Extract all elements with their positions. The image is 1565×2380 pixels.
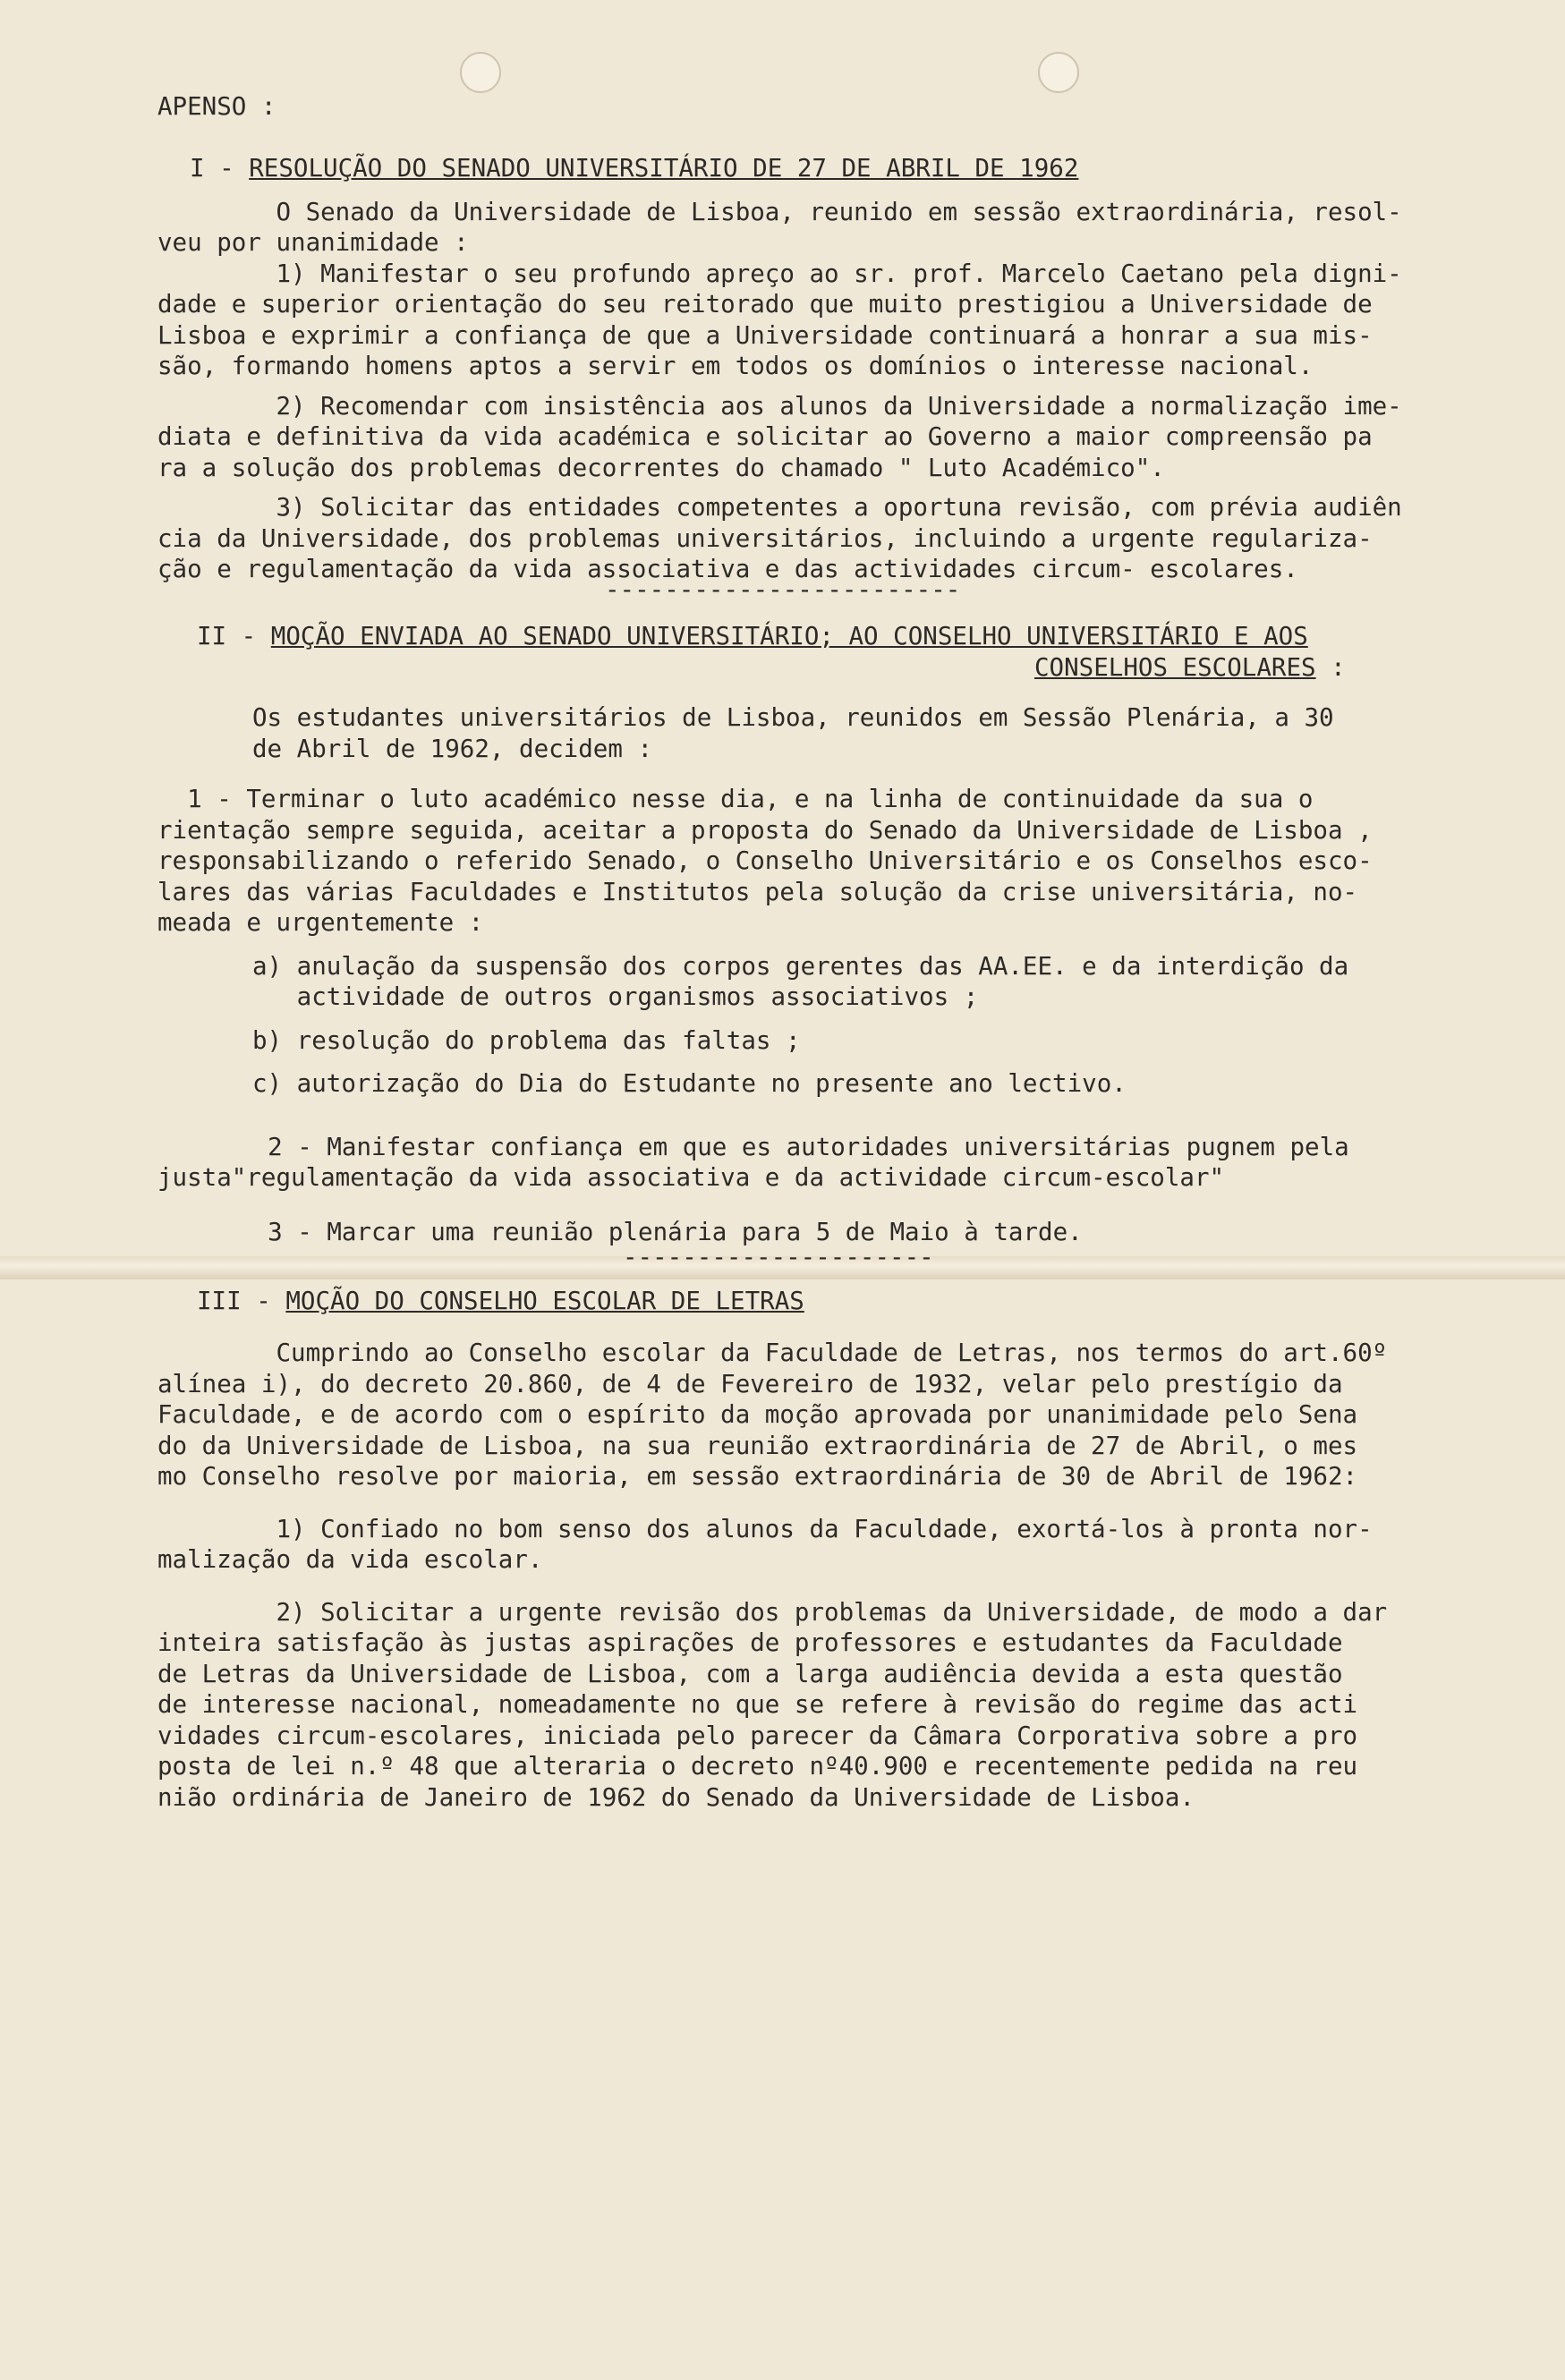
text-line: responsabilizando o referido Senado, o Conselho Universitário e os Conselhos esco- [157, 846, 1373, 875]
list-item: c) autorização do Dia do Estudante no presente ano lectivo. [252, 1069, 1127, 1098]
text-line: de Letras da Universidade de Lisboa, com a larga audiência devida a esta questão [157, 1659, 1343, 1688]
text-line: Os estudantes universitários de Lisboa, reunidos em Sessão Plenária, a 30 [252, 703, 1334, 732]
text-line: cia da Universidade, dos problemas universitários, incluindo a urgente regulariza- [157, 523, 1373, 553]
text-line: Faculdade, e de acordo com o espírito da moção aprovada por unanimidade pelo Sena [157, 1400, 1358, 1429]
text-line: veu por unanimidade : [157, 228, 469, 257]
text-line: lares das várias Faculdades e Institutos pela solução da crise universitária, no- [157, 877, 1358, 906]
text-line: 1) Confiado no bom senso dos alunos da Faculdade, exortá-los à pronta nor- [157, 1514, 1373, 1543]
section-3-number: III - [197, 1286, 286, 1315]
text-line: vidades circum-escolares, iniciada pelo parecer da Câmara Corporativa sobre a pro [157, 1721, 1358, 1750]
separator: ------------------------ [605, 574, 961, 604]
text-line: Lisboa e exprimir a confiança de que a Universidade continuará a honrar a sua mis- [157, 320, 1373, 350]
punch-hole [1038, 52, 1079, 93]
section-2-number: II - [197, 622, 271, 650]
text-line: ra a solução dos problemas decorrentes do chamado " Luto Académico". [157, 453, 1165, 482]
text-line: 3) Solicitar das entidades competentes a oportuna revisão, com prévia audiên [157, 493, 1402, 522]
text-line: nião ordinária de Janeiro de 1962 do Senado da Universidade de Lisboa. [157, 1782, 1195, 1812]
punch-hole [460, 52, 501, 93]
section-3-body [157, 1338, 1500, 1813]
text-line: ção e regulamentação da vida associativa e das actividades circum- escolares. [157, 555, 1298, 583]
section-1-heading [157, 153, 1500, 184]
section-1-number: I - [190, 154, 250, 183]
text-line: 3 - Marcar uma reunião plenária para 5 de Maio à tarde. [238, 1217, 1083, 1246]
list-item: actividade de outros organismos associativos ; [252, 982, 979, 1011]
text-line: de interesse nacional, nomeadamente no que se refere à revisão do regime das acti [157, 1690, 1358, 1719]
text-line: justa"regulamentação da vida associativa e da actividade circum-escolar" [157, 1163, 1225, 1192]
section-2-title-line1: MOÇÃO ENVIADA AO SENADO UNIVERSITÁRIO; AO CONSELHO UNIVERSITÁRIO E AOS [270, 622, 1308, 650]
section-2-body [157, 702, 1500, 1273]
text-line: inteira satisfação às justas aspirações de professores e estudantes da Faculdade [157, 1628, 1343, 1657]
text-line: diata e definitiva da vida académica e solicitar ao Governo a maior compreensão pa [157, 422, 1373, 451]
text-line: malização da vida escolar. [157, 1545, 543, 1574]
text-line: 1) Manifestar o seu profundo apreço ao sr. prof. Marcelo Caetano pela digni- [157, 259, 1402, 288]
list-item: b) resolução do problema das faltas ; [252, 1025, 801, 1055]
section-1-body [157, 197, 1500, 606]
text-line: mo Conselho resolve por maioria, em sessão extraordinária de 30 de Abril de 1962: [157, 1462, 1358, 1491]
text-line: alínea i), do decreto 20.860, de 4 de Fevereiro de 1932, velar pelo prestígio da [157, 1369, 1343, 1398]
text-line: de Abril de 1962, decidem : [252, 734, 653, 763]
text-line: são, formando homens aptos a servir em todos os domínios o interesse nacional. [157, 352, 1314, 380]
text-line: meada e urgentemente : [157, 908, 484, 937]
section-3-title: MOÇÃO DO CONSELHO ESCOLAR DE LETRAS [285, 1286, 804, 1315]
text-line: Cumprindo ao Conselho escolar da Faculdade de Letras, nos termos do art.60º [157, 1339, 1388, 1367]
text-line: posta de lei n.º 48 que alteraria o decreto nº40.900 e recentemente pedida na reu [157, 1752, 1358, 1781]
document-body [157, 91, 1500, 1813]
section-2-heading [157, 621, 1500, 652]
text-line: O Senado da Universidade de Lisboa, reunido em sessão extraordinária, resol- [157, 197, 1402, 226]
section-2-title-suffix: : [1315, 652, 1346, 682]
text-line: 2) Solicitar a urgente revisão dos problemas da Universidade, de modo a dar [157, 1597, 1388, 1627]
separator: --------------------- [623, 1243, 934, 1271]
text-line: dade e superior orientação do seu reitorado que muito prestigiou a Universidade de [157, 290, 1373, 319]
text-line: 2 - Manifestar confiança em que es autoridades universitárias pugnem pela [238, 1132, 1349, 1161]
appendix-label: APENSO : [157, 92, 276, 121]
section-2-title-line2: CONSELHOS ESCOLARES [1034, 652, 1316, 682]
section-3-heading [157, 1286, 1500, 1317]
text-line: do da Universidade de Lisboa, na sua reunião extraordinária de 27 de Abril, o mes [157, 1431, 1358, 1460]
text-line: rientação sempre seguida, aceitar a proposta do Senado da Universidade de Lisboa , [157, 815, 1373, 845]
list-item: a) anulação da suspensão dos corpos gerentes das AA.EE. e da interdição da [252, 951, 1349, 981]
section-1-title: RESOLUÇÃO DO SENADO UNIVERSITÁRIO DE 27 DE ABRIL DE 1962 [249, 154, 1079, 183]
section-2-title-cont [157, 652, 1500, 684]
text-line: 1 - Terminar o luto académico nesse dia, e na linha de continuidade da sua o [157, 785, 1314, 813]
text-line: 2) Recomendar com insistência aos alunos da Universidade a normalização ime- [157, 391, 1402, 421]
